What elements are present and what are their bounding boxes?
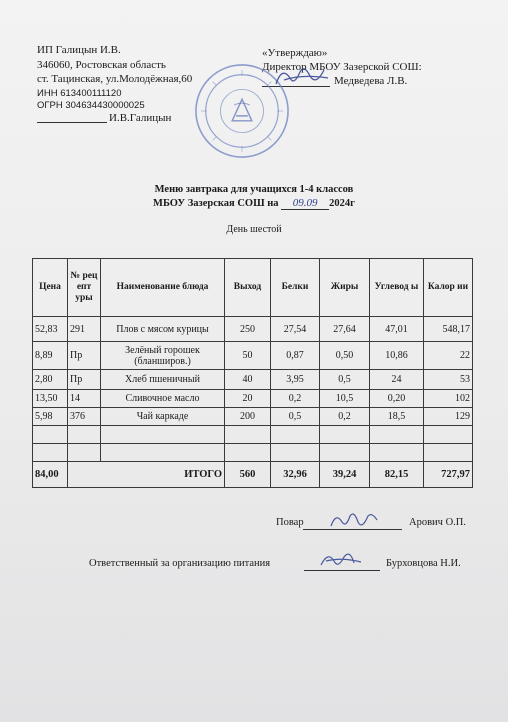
cell-calories: 129 (424, 408, 473, 426)
cell-carbs: 24 (370, 370, 424, 390)
cell-proteins: 27,54 (271, 317, 320, 342)
table-row-empty (33, 426, 473, 444)
cook-signature-scribble (328, 508, 380, 532)
total-fats: 39,24 (320, 462, 370, 488)
cell-output: 50 (225, 342, 271, 370)
cell-output: 200 (225, 408, 271, 426)
day-label: День шестой (226, 224, 282, 235)
total-label: ИТОГО (68, 462, 225, 488)
approve-label: «Утверждаю» (262, 47, 328, 59)
cook-label: Повар (276, 517, 304, 528)
table-row-empty (33, 444, 473, 462)
cell-recipe: 291 (68, 317, 101, 342)
cell-carbs: 10,86 (370, 342, 424, 370)
cell-recipe: 376 (68, 408, 101, 426)
left-signature-line (37, 122, 107, 123)
cell-fats: 0,2 (320, 408, 370, 426)
year-suffix: 2024г (329, 198, 355, 209)
cell-output: 40 (225, 370, 271, 390)
cell-fats: 0,5 (320, 370, 370, 390)
cell-recipe: Пр (68, 342, 101, 370)
cell-calories: 548,17 (424, 317, 473, 342)
cell-calories: 102 (424, 390, 473, 408)
cell-recipe: 14 (68, 390, 101, 408)
org-name: ИП Галицын И.В. (37, 44, 121, 56)
header-output: Выход (225, 259, 271, 317)
table-total-row (33, 462, 473, 488)
left-signature-name: И.В.Галицын (109, 112, 172, 124)
cell-output: 20 (225, 390, 271, 408)
cell-price: 13,50 (33, 390, 68, 408)
cook-name: Арович О.П. (409, 517, 466, 528)
handwritten-date: 09.09 (281, 197, 329, 210)
ogrn: ОГРН 304634430000025 (37, 100, 145, 111)
cell-dish: Хлеб пшеничный (101, 370, 225, 390)
header-price: Цена (33, 259, 68, 317)
total-price: 84,00 (33, 462, 68, 488)
cell-price: 2,80 (33, 370, 68, 390)
school-prefix: МБОУ Зазерская СОШ на (153, 198, 279, 209)
responsible-signature-scribble (318, 549, 364, 573)
header-carbs: Углевод ы (370, 259, 424, 317)
cell-calories: 53 (424, 370, 473, 390)
inn: ИНН 613400111120 (37, 88, 122, 99)
director-signature-scribble (272, 60, 332, 92)
menu-table (32, 258, 473, 488)
total-proteins: 32,96 (271, 462, 320, 488)
cell-proteins: 0,5 (271, 408, 320, 426)
address-line-2: ст. Тацинская, ул.Молодёжная,60 (37, 73, 193, 85)
cell-dish: Сливочное масло (101, 390, 225, 408)
header-fats: Жиры (320, 259, 370, 317)
responsible-label: Ответственный за организацию питания (89, 558, 271, 569)
cell-fats: 10,5 (320, 390, 370, 408)
responsible-name: Бурховцова Н.И. (386, 558, 461, 569)
table-row (33, 317, 473, 342)
cell-output: 250 (225, 317, 271, 342)
cell-dish: Плов с мясом курицы (101, 317, 225, 342)
cell-dish: Чай каркаде (101, 408, 225, 426)
table-header-row (33, 259, 473, 317)
cell-fats: 27,64 (320, 317, 370, 342)
total-carbs: 82,15 (370, 462, 424, 488)
table-row (33, 370, 473, 390)
header-dish: Наименование блюда (101, 259, 225, 317)
total-calories: 727,97 (424, 462, 473, 488)
cell-recipe: Пр (68, 370, 101, 390)
menu-title: Меню завтрака для учащихся 1-4 классов (154, 184, 354, 195)
header-proteins: Белки (271, 259, 320, 317)
header-calories: Калор ии (424, 259, 473, 317)
cell-price: 52,83 (33, 317, 68, 342)
header-recipe: № рец епт уры (68, 259, 101, 317)
director-position: Директор МБОУ Зазерской СОШ: (262, 61, 422, 73)
cell-carbs: 18,5 (370, 408, 424, 426)
table-row (33, 408, 473, 426)
cell-calories: 22 (424, 342, 473, 370)
cell-dish: Зелёный горошек (бланширов.) (101, 342, 225, 370)
cell-carbs: 47,01 (370, 317, 424, 342)
cell-proteins: 0,87 (271, 342, 320, 370)
cell-fats: 0,50 (320, 342, 370, 370)
cell-proteins: 0,2 (271, 390, 320, 408)
address-line-1: 346060, Ростовская область (37, 59, 166, 71)
table-row (33, 342, 473, 370)
cell-proteins: 3,95 (271, 370, 320, 390)
cell-carbs: 0,20 (370, 390, 424, 408)
director-name: Медведева Л.В. (334, 75, 408, 87)
total-output: 560 (225, 462, 271, 488)
table-row (33, 390, 473, 408)
cell-price: 5,98 (33, 408, 68, 426)
cell-price: 8,89 (33, 342, 68, 370)
menu-subtitle (0, 197, 508, 210)
